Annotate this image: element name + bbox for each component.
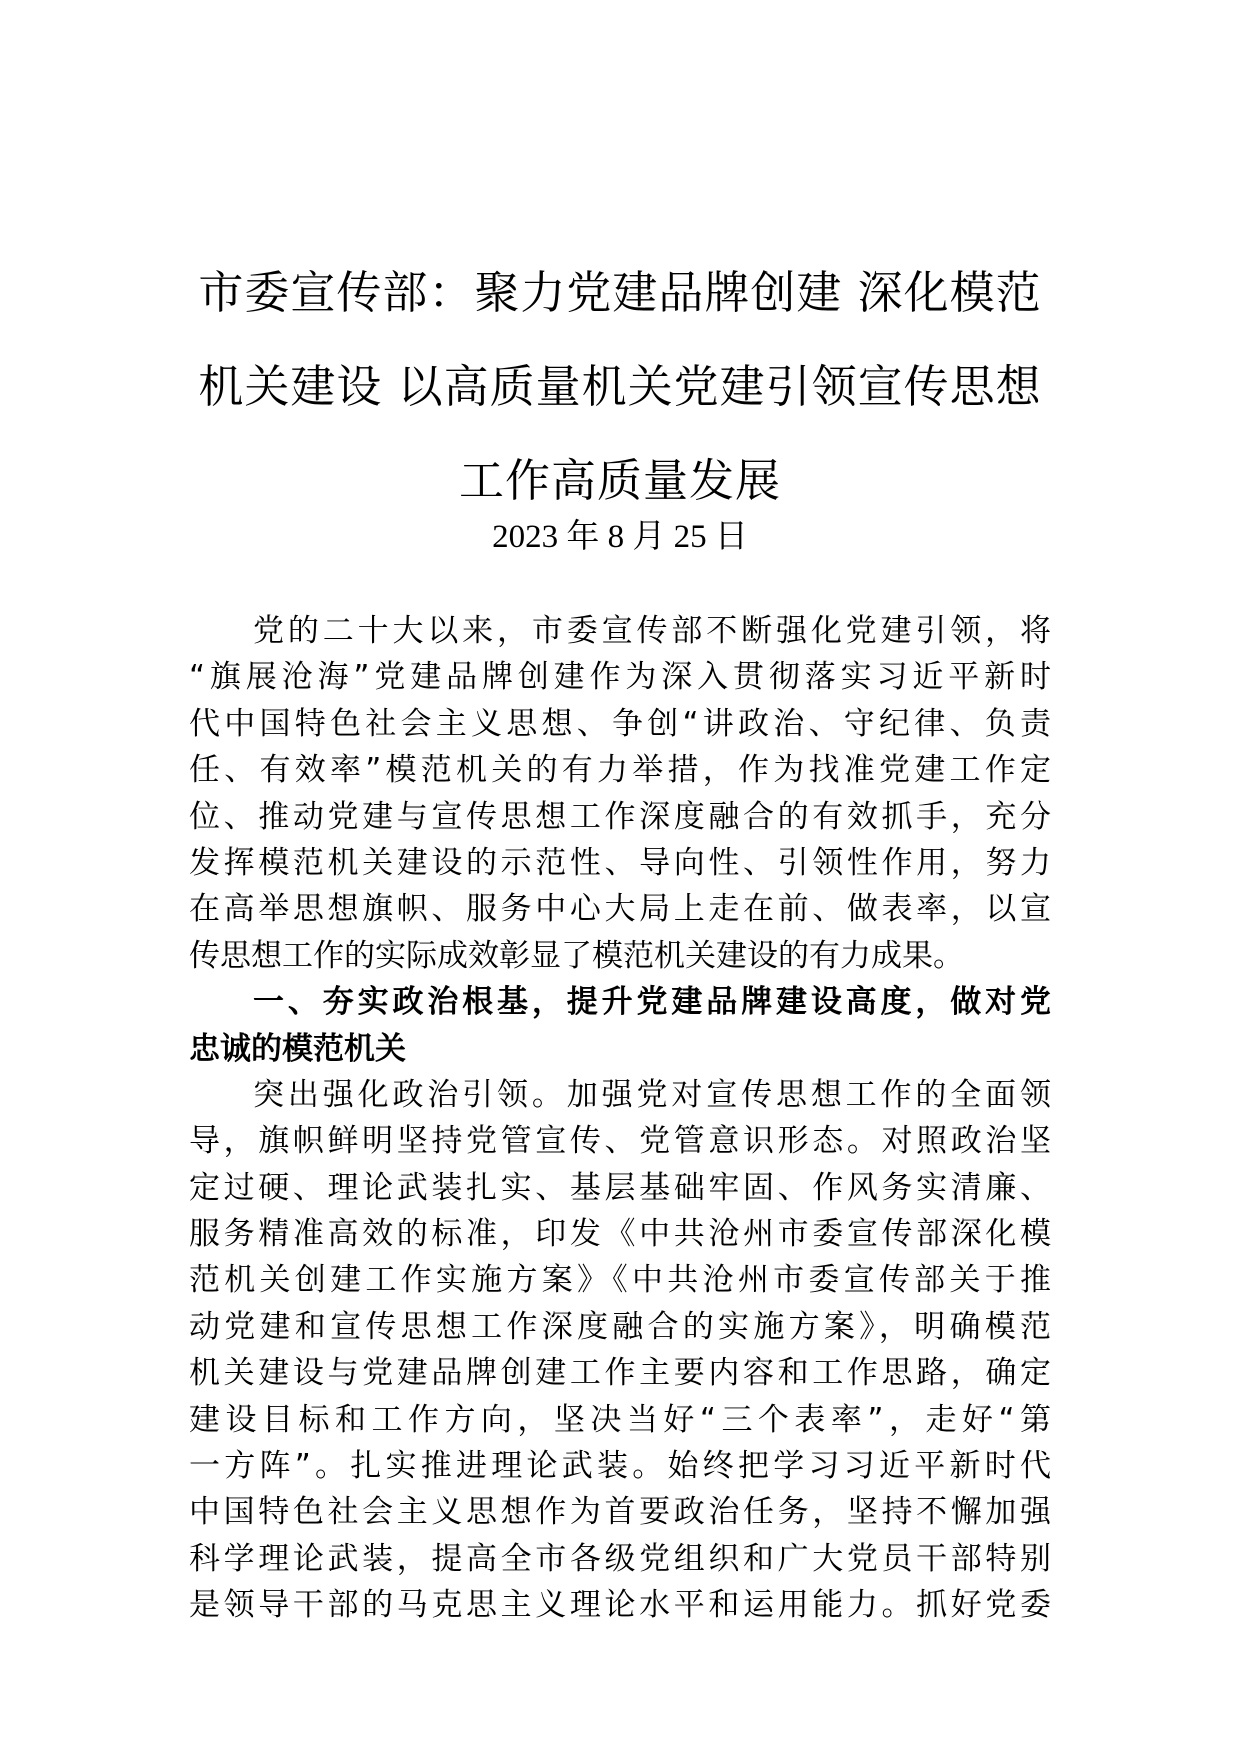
body-line: “旗展沧海”党建品牌创建作为深入贯彻落实习近平新时: [189, 659, 1051, 696]
body-line: 一方阵”。扎实推进理论武装。始终把学习习近平新时代: [189, 1448, 1051, 1485]
title-line: 机关建设 以高质量机关党建引领宣传思想: [198, 360, 1042, 413]
body-line: 是领导干部的马克思主义理论水平和运用能力。抓好党委: [189, 1587, 1051, 1624]
body-line: 代中国特色社会主义思想、争创“讲政治、守纪律、负责: [189, 705, 1051, 742]
title-line: 市委宣传部：聚力党建品牌创建 深化模范: [198, 266, 1042, 319]
body-line: 建设目标和工作方向，坚决当好“三个表率”，走好“第: [189, 1401, 1051, 1438]
body-line: 服务精准高效的标准，印发《中共沧州市委宣传部深化模: [189, 1216, 1051, 1253]
document-date: 2023 年 8 月 25 日: [492, 519, 748, 555]
body-line: 任、有效率”模范机关的有力举措，作为找准党建工作定: [189, 752, 1051, 789]
section-heading-line: 忠诚的模范机关: [189, 1030, 406, 1067]
body-line: 传思想工作的实际成效彰显了模范机关建设的有力成果。: [189, 937, 964, 974]
body-line: 机关建设与党建品牌创建工作主要内容和工作思路，确定: [189, 1355, 1051, 1392]
body-line: 党的二十大以来，市委宣传部不断强化党建引领，将: [253, 613, 1051, 649]
document-body: [189, 608, 1051, 1629]
body-line: 位、推动党建与宣传思想工作深度融合的有效抓手，充分: [189, 798, 1051, 835]
body-line: 中国特色社会主义思想作为首要政治任务，坚持不懈加强: [189, 1494, 1051, 1531]
body-line: 发挥模范机关建设的示范性、导向性、引领性作用，努力: [189, 844, 1051, 881]
body-line: 定过硬、理论武装扎实、基层基础牢固、作风务实清廉、: [189, 1169, 1051, 1206]
document-title: [190, 246, 1050, 528]
body-line: 导，旗帜鲜明坚持党管宣传、党管意识形态。对照政治坚: [189, 1123, 1051, 1160]
title-line: 工作高质量发展: [458, 454, 781, 507]
body-line: 在高举思想旗帜、服务中心大局上走在前、做表率，以宣: [189, 891, 1051, 928]
body-line: 动党建和宣传思想工作深度融合的实施方案》，明确模范: [189, 1308, 1051, 1345]
body-line: 突出强化政治引领。加强党对宣传思想工作的全面领: [253, 1076, 1051, 1113]
section-heading-line: 一、夯实政治根基，提升党建品牌建设高度，做对党: [253, 984, 1051, 1021]
body-line: 科学理论武装，提高全市各级党组织和广大党员干部特别: [189, 1540, 1051, 1577]
body-line: 范机关创建工作实施方案》《中共沧州市委宣传部关于推: [189, 1262, 1051, 1299]
